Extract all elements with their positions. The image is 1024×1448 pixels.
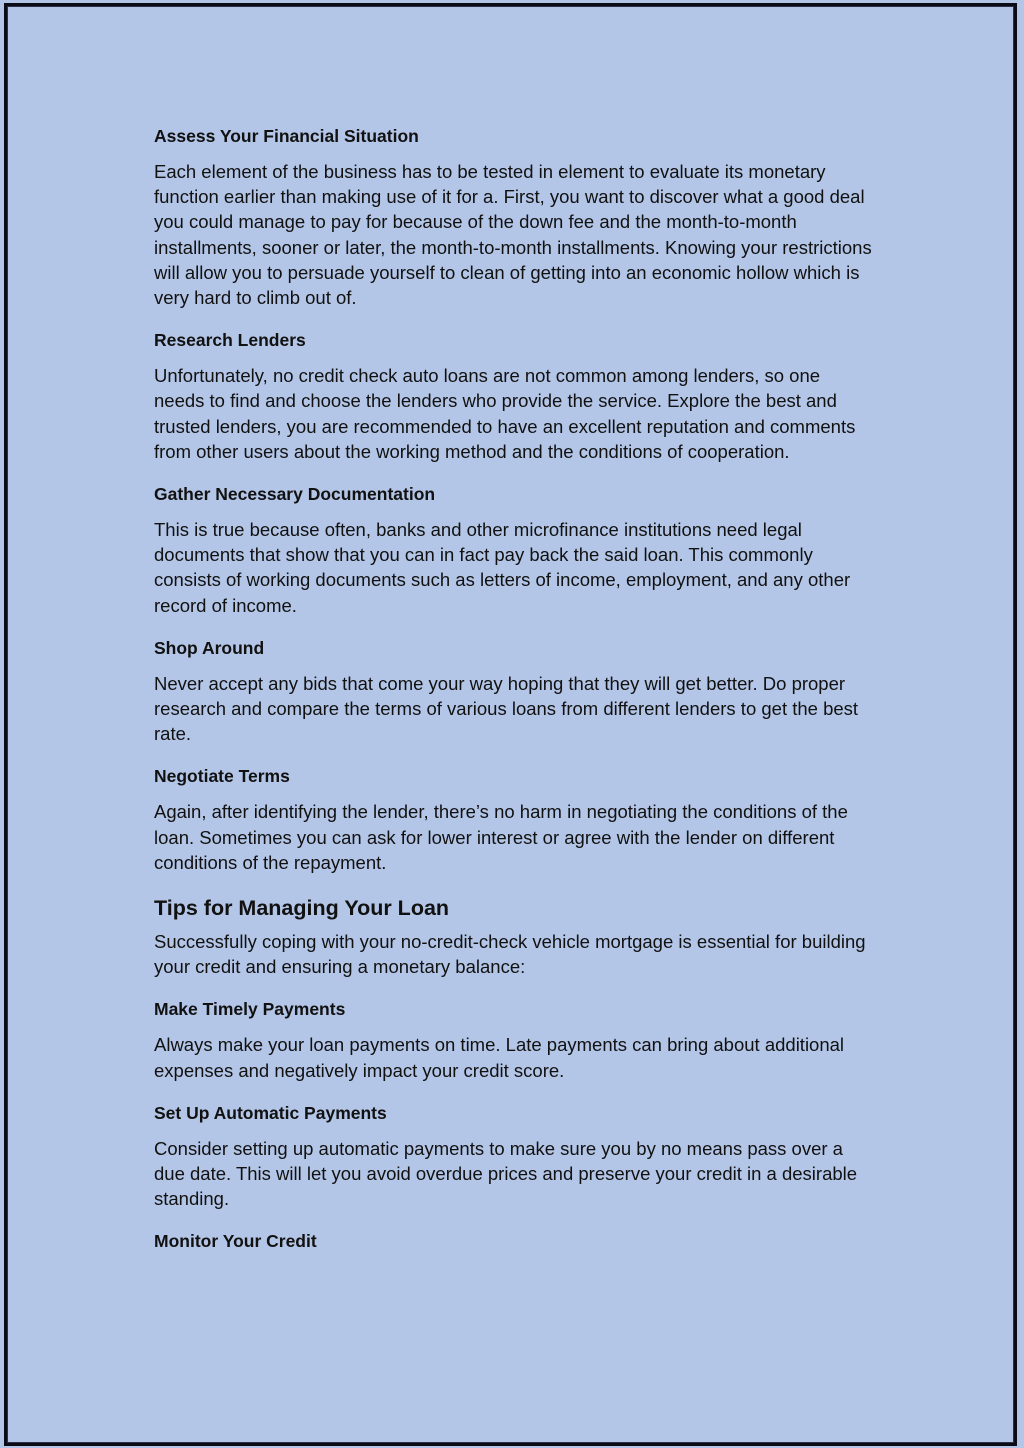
heading-research-lenders: Research Lenders (154, 330, 306, 351)
paragraph-assess-financial-situation: Each element of the business has to be tested in element to evaluate its monetary function earlier than making use of it for a. First, you want to discover what a good deal you could manage to pay for because of the down fee and the month-to-month installments, sooner or later, the month-to-month installments. Knowing your restrictions will allow you to persuade yourself to clean of getting into an economic hollow which is very hard to climb out of. (154, 161, 872, 309)
heading-negotiate-terms: Negotiate Terms (154, 766, 290, 787)
paragraph-make-timely-payments: Always make your loan payments on time. Late payments can bring about additional expenses and negatively impact your credit score. (154, 1034, 845, 1081)
paragraph-research-lenders: Unfortunately, no credit check auto loans are not common among lenders, so one needs to find and choose the lenders who provide the service. Explore the best and trusted lenders, you are recommended to have an excellent reputation and comments from other users about the working method and the conditions of cooperation. (154, 365, 856, 462)
heading-make-timely-payments: Make Timely Payments (154, 999, 346, 1020)
paragraph-negotiate-terms: Again, after identifying the lender, there’s no harm in negotiating the conditions of the loan. Sometimes you can ask for lower interest or agree with the lender on different conditions of the repayment. (154, 801, 848, 873)
heading-tips-managing-loan: Tips for Managing Your Loan (154, 896, 450, 921)
heading-set-up-automatic-payments: Set Up Automatic Payments (154, 1102, 387, 1123)
document-content (154, 124, 872, 1264)
heading-assess-financial-situation: Assess Your Financial Situation (154, 126, 419, 146)
paragraph-tips-intro: Successfully coping with your no-credit-check vehicle mortgage is essential for building your credit and ensuring a monetary balance: (154, 931, 866, 978)
paragraph-set-up-automatic-payments: Consider setting up automatic payments to make sure you by no means pass over a due date. This will let you avoid overdue prices and preserve your credit in a desirable standing. (154, 1137, 858, 1210)
heading-monitor-your-credit: Monitor Your Credit (154, 1231, 317, 1252)
paragraph-gather-documentation: This is true because often, banks and other microfinance institutions need legal documents that show that you can in fact pay back the said loan. This commonly consists of working documents such as letters of income, employment, and any other record of income. (154, 519, 851, 616)
heading-gather-documentation: Gather Necessary Documentation (154, 484, 436, 505)
paragraph-shop-around: Never accept any bids that come your way hoping that they will get better. Do proper research and compare the terms of various loans from different lenders to get the best rate. (154, 672, 859, 745)
heading-shop-around: Shop Around (154, 637, 265, 658)
